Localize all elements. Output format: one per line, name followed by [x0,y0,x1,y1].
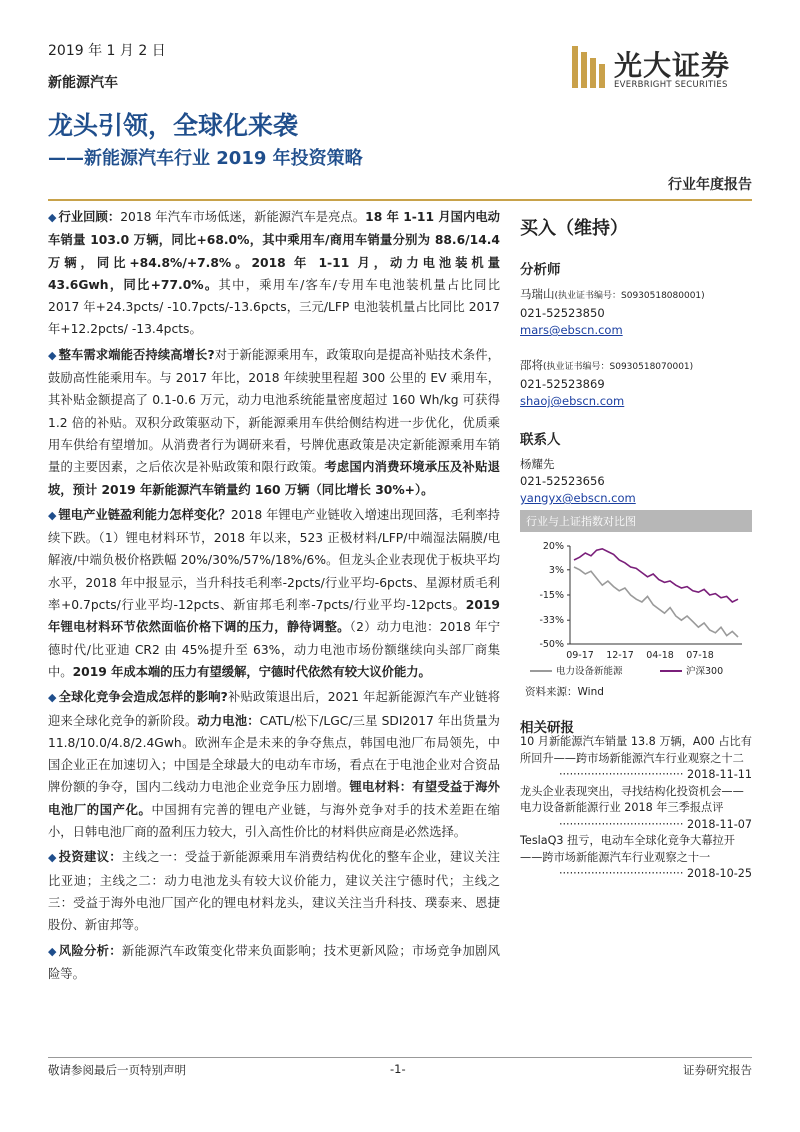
x-tick-label: 07-18 [686,650,714,661]
analyst-2: 邵将(执业证书编号：S0930518070001) [520,358,694,372]
paragraph-industry-review: ◆ 行业回顾：2018 年汽车市场低迷，新能源汽车是亮点。18 年 1-11 月国内电动车销量 103.0 万辆，同比+68.0%，其中乘用车/商用车销量分别为 88.6/14.4 万辆，同比+84.8%/+7.8%。2018 年 1-11 月，动力电池装机量 43.6Gwh，同比+77.0%。其中，乘用车/客车/专用车电池装机量占比同比 2017 年+24.3pcts/ -10.7pcts/-13.6pcts，三元/LFP 电池装机量占比同比 2017 年+12.2pcts/ -13.4pcts。 [48,210,500,337]
related-report-date: ··································· 2018-11-11 [558,768,752,781]
x-tick-label: 04-18 [646,650,674,661]
legend-label: 沪深300 [686,666,724,677]
footer-divider [48,1057,752,1058]
diamond-bullet-icon: ◆ [48,508,57,522]
analyst-1-email[interactable]: mars@ebscn.com [520,323,623,337]
chart-title: 行业与上证指数对比图 [520,510,752,532]
sidebar [520,206,752,507]
analyst-title: 分析师 [520,262,561,278]
diamond-bullet-icon: ◆ [48,691,57,705]
page-title: 龙头引领，全球化来袭 [48,111,299,140]
paragraph-demand: ◆ 整车需求端能否持续高增长?对于新能源乘用车，政策取向是提高补贴技术条件，鼓励高性能乘用车。与 2017 年比，2018 年续驶里程超 300 公里的 EV 乘用车，其补贴金额提高了 0.1-0.6 万元，动力电池系统能量密度超过 160 Wh/kg 可获得 1.2 倍的补贴。双积分政策驱动下，新能源乘用车供给侧结构进一步优化，优质乘用车供给有望增加。从消费者行为调研来看，号牌优惠政策是决定新能源乘用车销量的主要因素，之后依次是补贴政策和限行政策。考虑国内消费环境承压及补贴退坡，预计 2019 年新能源汽车销量约 160 万辆（同比增长 30%+）。 [48,347,500,497]
sector-label: 新能源汽车 [48,75,118,91]
rating: 买入（维持） [520,218,628,239]
summary-body [48,206,500,988]
diamond-bullet-icon: ◆ [48,348,57,362]
diamond-bullet-icon: ◆ [48,944,57,958]
everbright-logo-icon [572,44,606,90]
analyst-2-phone: 021-52523869 [520,377,605,391]
related-research-list [520,734,752,883]
paragraph-globalization: ◆ 全球化竞争会造成怎样的影响?补贴政策退出后，2021 年起新能源汽车产业链将迎来全球化竞争的新阶段。动力电池：CATL/松下/LGC/三星 SDI2017 年出货量为 11.8/10.0/4.8/2.4Gwh。欧洲车企是未来的争夺焦点，韩国电池厂布局领先，中国企业正在加速切入；中国是全球最大的电动车市场，看点在于电池企业对合资品牌份额的争夺，国内二线动力电池企业竞争压力剧增。锂电材料：有望受益于海外电池厂的国产化。中国拥有完善的锂电产业链，与海外竞争对手的技术差距在缩小，日韩电池厂商的盈利压力较大，引入高性价比的材料供应商是必然选择。 [48,690,500,840]
page-number: -1- [390,1062,406,1076]
related-report[interactable]: 10 月新能源汽车销量 13.8 万辆，A00 占比有所回升——跨市场新能源汽车行业观察之十二 ··································· 2018-11-11 [520,734,752,784]
chart-plot [520,532,752,702]
analyst-1-phone: 021-52523850 [520,306,605,320]
y-tick-label: -33% [539,615,564,627]
chart-source: 资料来源：Wind [525,686,604,698]
y-tick-label: 20% [542,541,564,552]
contact-phone: 021-52523656 [520,474,605,488]
y-tick-label: 3% [548,564,564,576]
logo-english-name: EVERBRIGHT SECURITIES [614,80,728,90]
related-report[interactable]: TeslaQ3 扭亏，电动车全球化竞争大幕拉开——跨市场新能源汽车行业观察之十一 ··································· 2018-10-25 [520,833,752,883]
company-logo [572,44,752,96]
page-subtitle: ——新能源汽车行业 2019 年投资策略 [48,148,363,169]
related-research-title: 相关研报 [520,720,574,736]
series-line [574,549,738,602]
report-date: 2019 年 1 月 2 日 [48,43,166,59]
diamond-bullet-icon: ◆ [48,211,57,224]
footer-report-label: 证券研究报告 [683,1063,752,1077]
related-report-date: ··································· 2018-10-25 [558,867,752,880]
contact-email[interactable]: yangyx@ebscn.com [520,491,636,505]
x-tick-label: 12-17 [606,650,634,661]
y-tick-label: -50% [539,639,564,650]
y-tick-label: -15% [539,590,564,601]
logo-chinese-name: 光大证券 [614,49,731,82]
x-tick-label: 09-17 [566,650,594,661]
related-report[interactable]: 龙头企业表现突出，寻找结构化投资机会——电力设备新能源行业 2018 年三季报点评 ··································· 2018-11-07 [520,784,752,834]
paragraph-risk: ◆ 风险分析：新能源汽车政策变化带来负面影响；技术更新风险；市场竞争加剧风险等。 [48,943,500,981]
analyst-2-email[interactable]: shaoj@ebscn.com [520,394,625,408]
legend-label: 电力设备新能源 [556,666,623,677]
header-divider [48,199,752,201]
contact-name: 杨耀先 [520,457,555,471]
analyst-1: 马瑞山(执业证书编号：S0930518080001) [520,287,705,301]
paragraph-investment-advice: ◆ 投资建议：主线之一：受益于新能源乘用车消费结构优化的整车企业，建议关注比亚迪；主线之二：动力电池龙头有较大议价能力，建议关注宁德时代；主线之三：受益于海外电池厂国产化的锂电材料龙头，建议关注当升科技、璞泰来、恩捷股份、新宙邦等。 [48,850,500,933]
contact-title: 联系人 [520,432,561,448]
paragraph-profitability: ◆ 锂电产业链盈利能力怎样变化？2018 年锂电产业链收入增速出现回落，毛利率持续下跌。（1）锂电材料环节，2018 年以来，523 正极材料/LFP/中端湿法隔膜/电解液/中端负极价格跌幅 20%/30%/57%/18%/6%。但龙头企业表现优于板块平均水平，2018 年中报显示，当升科技毛利率-2pcts/行业平均-6pcts、星源材质毛利率+0.7pcts/行业平均-12pcts、新宙邦毛利率-7pcts/行业平均-12pcts。2019 年锂电材料环节依然面临价格下调的压力，静待调整。（2）动力电池：2018 年宁德时代/比亚迪 CR2 由 45%提升至 63%，动力电池市场份额继续向头部厂商集中。2019 年成本端的压力有望缓解，宁德时代依然有较大议价能力。 [48,507,500,679]
related-report-date: ··································· 2018-11-07 [558,817,752,831]
diamond-bullet-icon: ◆ [48,851,57,865]
report-type: 行业年度报告 [668,177,752,193]
footer-disclaimer: 敬请参阅最后一页特别声明 [48,1063,186,1077]
comparison-chart [520,510,752,700]
